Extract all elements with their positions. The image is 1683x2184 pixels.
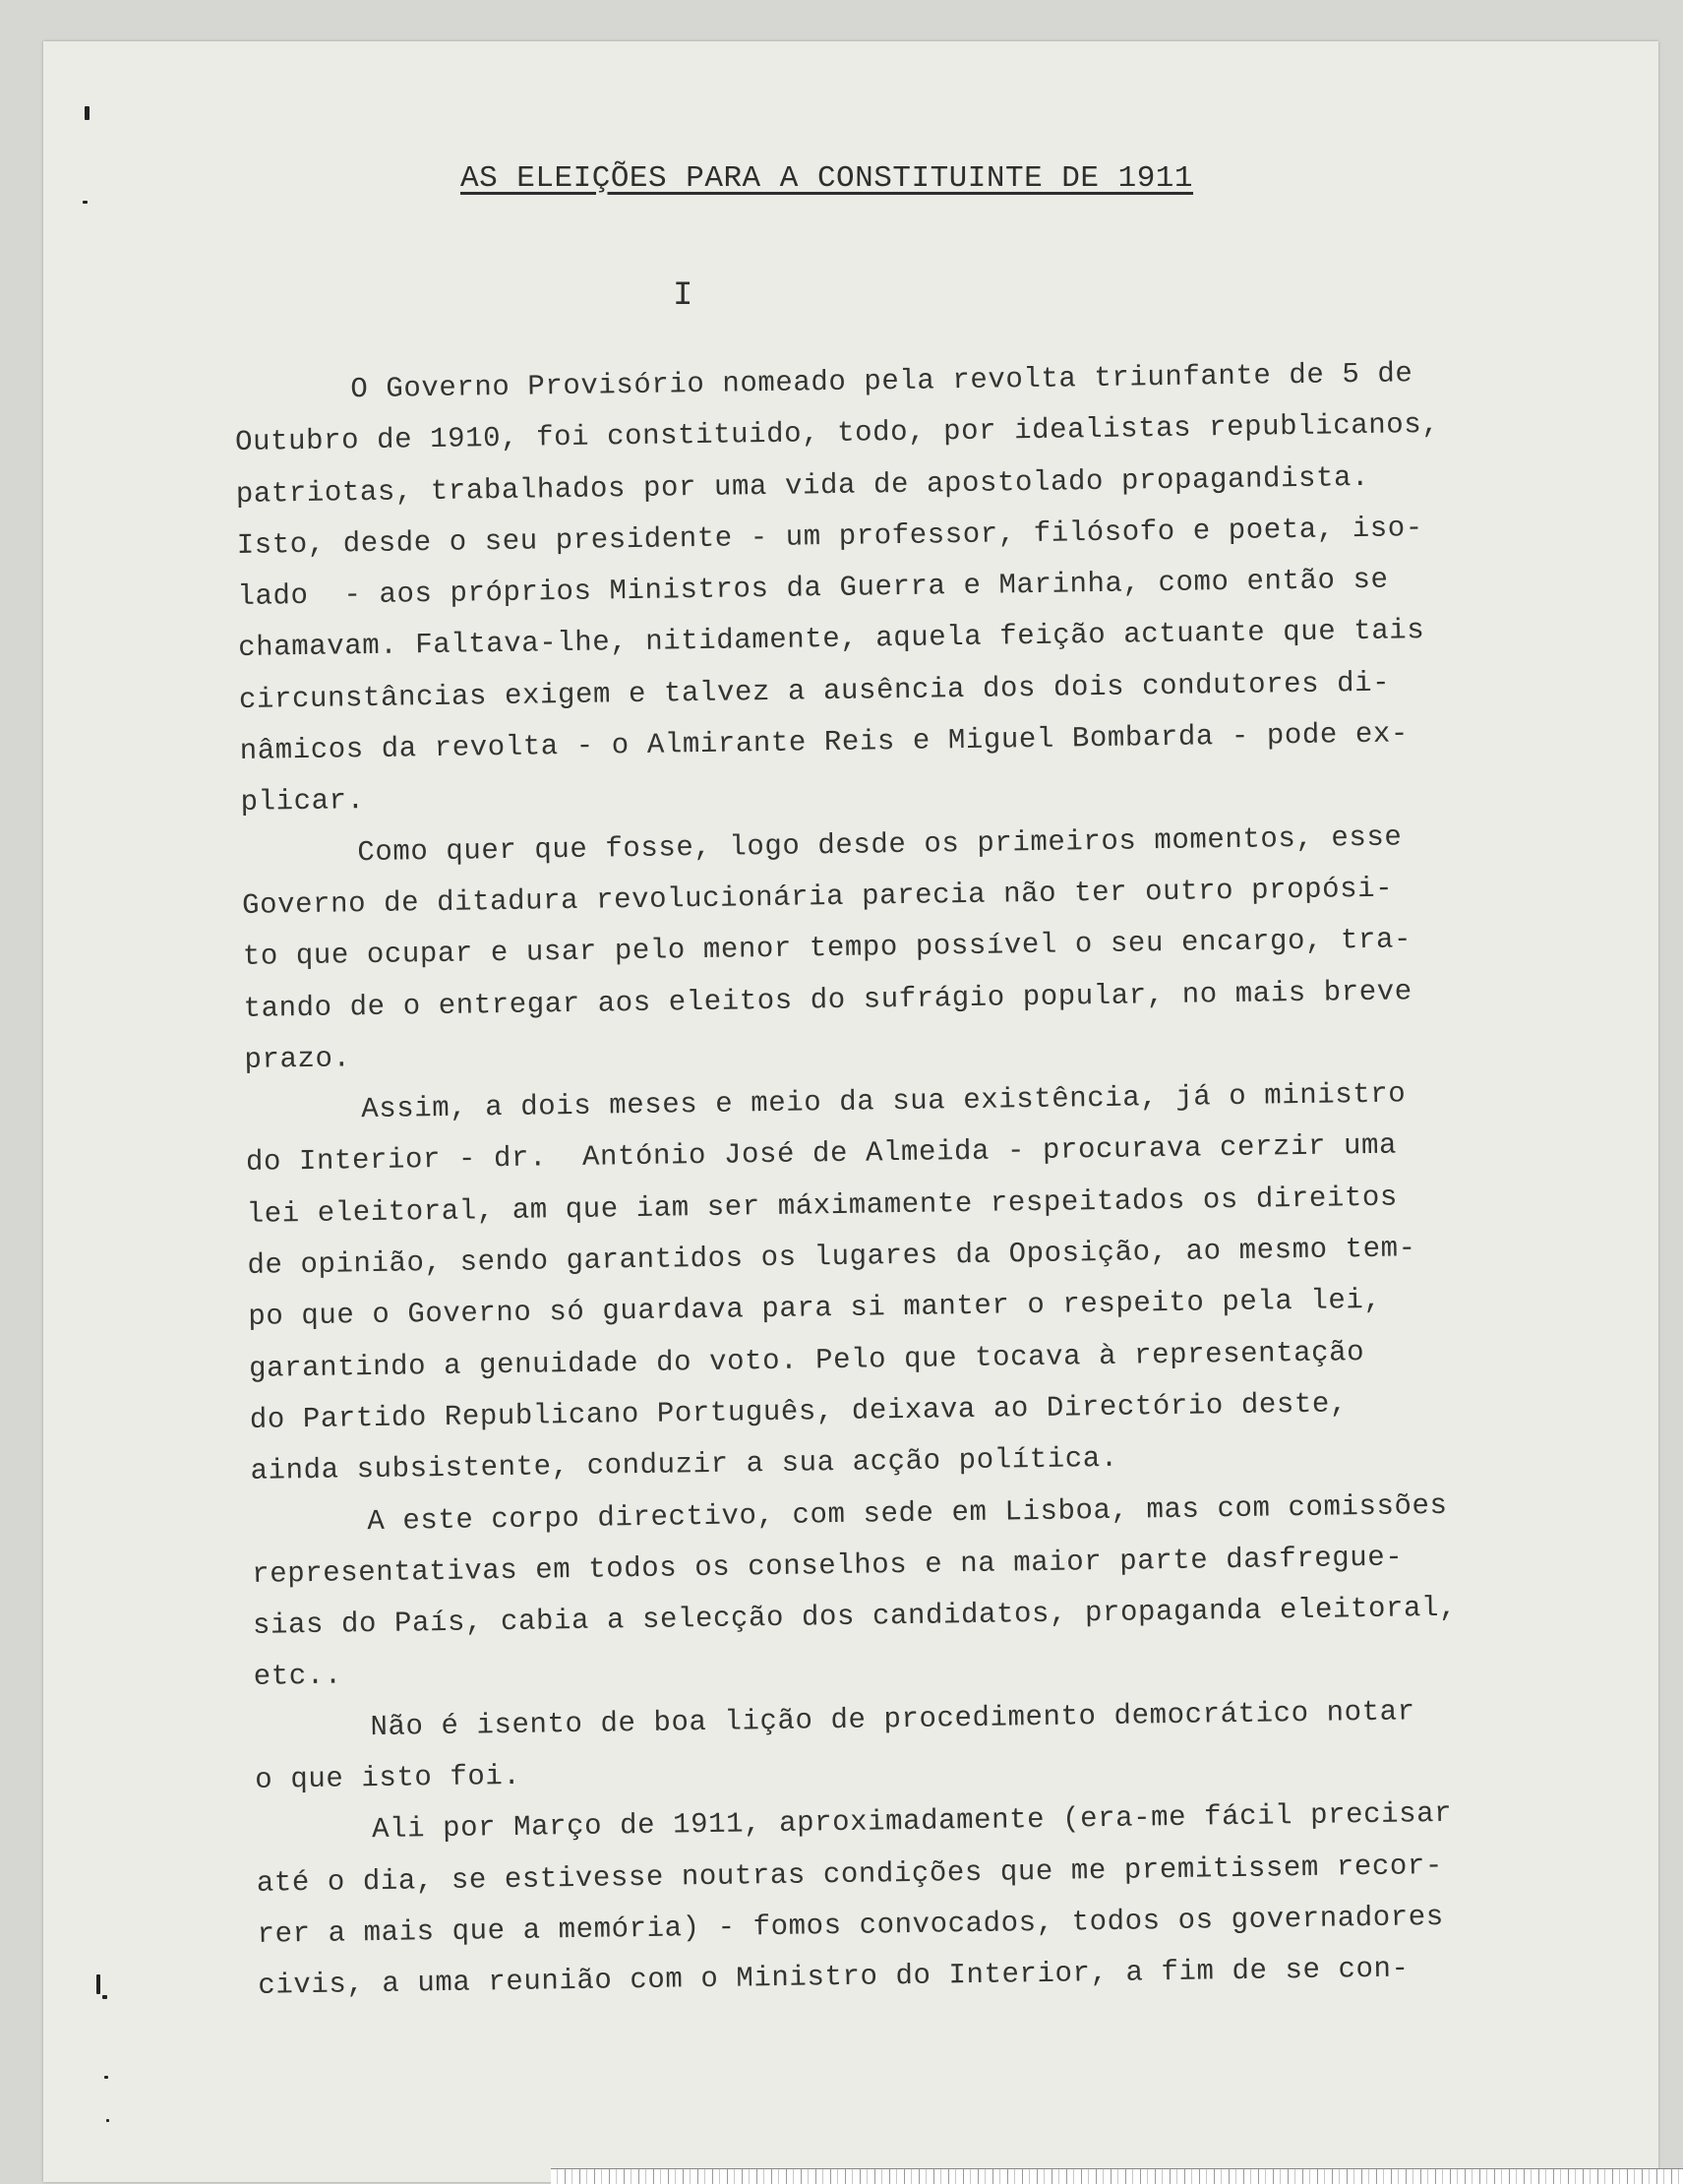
- paragraph-1: [234, 345, 1608, 828]
- paragraph-5: [254, 1683, 1622, 1806]
- text-line: nâmicos da revolta - o Almirante Reis e Miguel Bombarda - pode ex-: [239, 717, 1410, 768]
- text-line: ainda subsistente, conduzir a sua acção política.: [250, 1442, 1118, 1488]
- margin-mark: [83, 201, 88, 204]
- text-line: Isto, desde o seu presidente - um professor, filósofo e poeta, iso-: [236, 511, 1424, 562]
- text-line: de opinião, sendo garantidos os lugares da Oposição, ao mesmo tem-: [247, 1232, 1416, 1282]
- text-line: circunstâncias exigem e talvez a ausência dos dois condutores di-: [238, 666, 1391, 716]
- margin-mark: [85, 106, 90, 120]
- text-line: patriotas, trabalhados por uma vida de apostolado propagandista.: [235, 460, 1370, 511]
- text-line: A este corpo directivo, com sede em Lisboa, mas com comissões: [367, 1488, 1448, 1538]
- document-title: AS ELEIÇÕES PARA A CONSTITUINTE DE 1911: [460, 161, 1194, 196]
- text-line: Não é isento de boa lição de procedimento democrático notar: [370, 1695, 1415, 1743]
- text-line: sias do País, cabia a selecção dos candidatos, propaganda eleitoral,: [252, 1591, 1458, 1642]
- text-line: Como quer que fosse, logo desde os primeiros momentos, esse: [357, 820, 1403, 869]
- text-line: até o dia, se estivesse noutras condições que me premitissem recor-: [256, 1849, 1444, 1900]
- text-line: etc..: [253, 1659, 343, 1694]
- text-line: tando de o entregar aos eleitos do sufrágio popular, no mais breve: [243, 974, 1413, 1025]
- margin-mark: [104, 2076, 108, 2079]
- paragraph-4: [251, 1478, 1621, 1704]
- text-line: Outubro de 1910, foi constituido, todo, por idealistas republicanos,: [234, 408, 1440, 459]
- margin-mark: [96, 1974, 100, 1994]
- margin-mark: [102, 1995, 107, 1999]
- text-line: rer a mais que a memória) - fomos convocados, todos os governadores: [257, 1900, 1444, 1951]
- text-line: po que o Governo só guardava para si manter o respeito pela lei,: [248, 1284, 1382, 1334]
- scan-ruler-strip: [551, 2168, 1683, 2184]
- document-page: [43, 41, 1658, 2182]
- text-line: plicar.: [240, 784, 365, 819]
- text-line: to que ocupar e usar pelo menor tempo possível o seu encargo, tra-: [242, 923, 1413, 974]
- document-body: [234, 345, 1626, 2012]
- text-line: representativas em todos os conselhos e na maior parte dasfregue-: [251, 1541, 1404, 1591]
- text-line: O Governo Provisório nomeado pela revolta triunfante de 5 de: [350, 357, 1413, 406]
- text-line: chamavam. Faltava-lhe, nitidamente, aquela feição actuante que tais: [238, 614, 1425, 665]
- section-number: I: [673, 277, 693, 315]
- text-line: do Interior - dr. António José de Almeida - procurava cerzir uma: [245, 1129, 1398, 1180]
- paragraph-2: [241, 809, 1612, 1086]
- text-line: do Partido Republicano Português, deixava ao Directório deste,: [249, 1387, 1349, 1436]
- text-line: Assim, a dois meses e meio da sua existência, já o ministro: [360, 1077, 1407, 1126]
- text-line: lado - aos próprios Ministros da Guerra e Marinha, como então se: [237, 563, 1389, 614]
- text-line: prazo.: [244, 1042, 351, 1076]
- paragraph-6: [256, 1787, 1626, 2013]
- text-line: garantindo a genuidade do voto. Pelo que tocava à representação: [248, 1335, 1365, 1385]
- text-line: Ali por Março de 1911, aproximadamente (era-me fácil precisar: [371, 1797, 1453, 1847]
- paragraph-3: [245, 1065, 1618, 1497]
- text-line: lei eleitoral, am que iam ser máximamente respeitados os direitos: [246, 1181, 1399, 1231]
- margin-mark: [106, 2119, 109, 2122]
- text-line: Governo de ditadura revolucionária parecia não ter outro propósi-: [241, 872, 1394, 922]
- text-line: o que isto foi.: [255, 1759, 521, 1796]
- text-line: civis, a uma reunião com o Ministro do Interior, a fim de se con-: [258, 1952, 1410, 2003]
